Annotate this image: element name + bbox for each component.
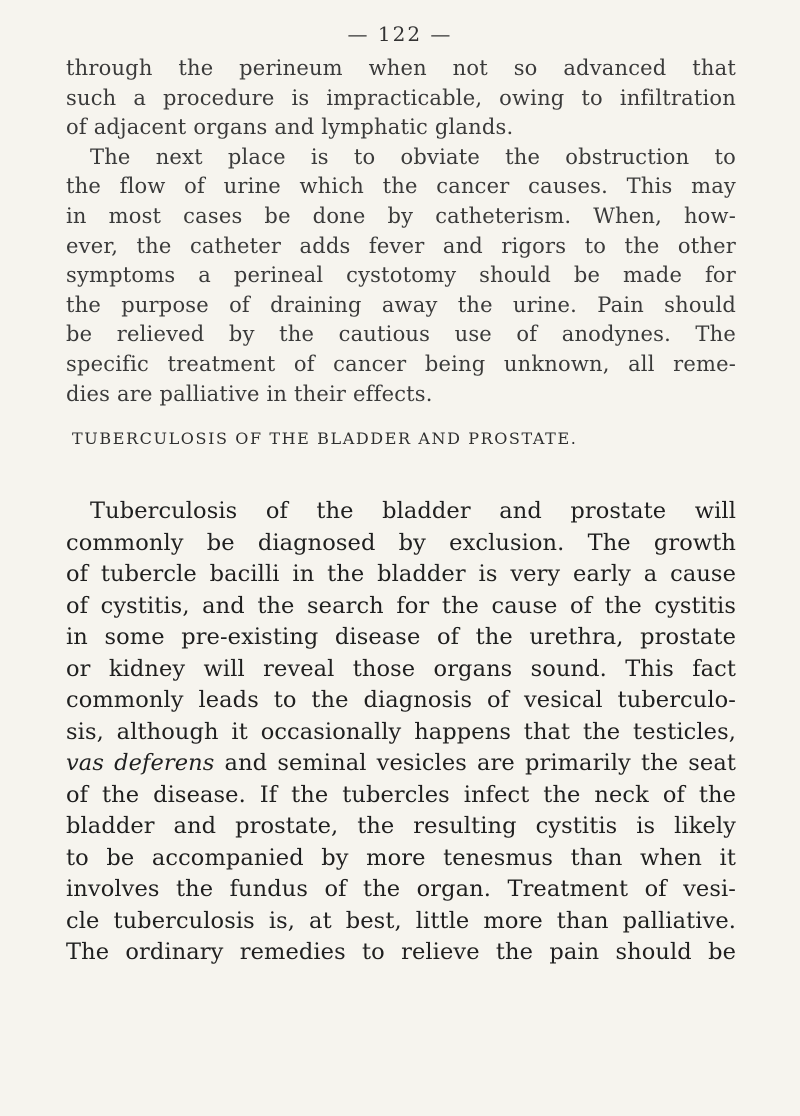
text-line: cle tuberculosis is, at best, little more than palliative. [66,907,736,934]
text-line: commonly leads to the diagnosis of vesical tuberculo- [66,687,736,713]
text-line: or kidney will reveal those organs sound. This fact [66,655,736,682]
text-line: of the disease. If the tubercles infect the neck of the [66,781,736,808]
text-line: be relieved by the cautious use of anodynes. The [66,322,736,347]
text-line: the purpose of draining away the urine. Pain should [66,292,736,317]
text-line: in some pre-existing disease of the urethra, prostate [66,624,736,650]
text-line: in most cases be done by catheterism. When, how- [66,203,736,228]
text-line: involves the fundus of the organ. Treatment of vesi- [66,876,736,902]
text-line: the flow of urine which the cancer causes. This may [66,174,736,199]
italic-term: vas deferens [66,750,215,776]
text-line: sis, although it occasionally happens that the testicles, [66,718,736,745]
text-line: symptoms a perineal cystotomy should be made for [66,263,736,288]
paragraph-cancer-treatment [66,54,736,409]
text-line: such a procedure is impracticable, owing to infiltration [66,85,736,110]
text-line: Tuberculosis of the bladder and prostate will [90,498,736,524]
text-line: specific treatment of cancer being unknown, all reme- [66,351,736,376]
text-line: of adjacent organs and lymphatic glands. [66,115,514,140]
text-line: of cystitis, and the search for the cause of the cystitis [66,592,736,619]
section-heading: TUBERCULOSIS OF THE BLADDER AND PROSTATE. [72,429,578,448]
text-line: commonly be diagnosed by exclusion. The growth [66,529,736,556]
page-number: — 122 — [347,22,453,46]
text-line: bladder and prostate, the resulting cystitis is likely [66,813,736,839]
text-line: to be accompanied by more tenesmus than when it [66,844,736,871]
text-fragment: seminal vesicles are primarily the seat [277,750,736,776]
text-line: through the perineum when not so advanced that [66,56,736,80]
text-fragment: and [214,750,278,776]
text-line: ever, the catheter adds fever and rigors to the other [66,233,736,258]
text-line: The next place is to obviate the obstruction to [90,144,736,169]
paragraph-tuberculosis [66,496,736,969]
text-line: dies are palliative in their effects. [66,381,433,406]
text-line: of tubercle bacilli in the bladder is very early a cause [66,561,736,587]
text-line-with-italic [66,748,736,780]
text-line: The ordinary remedies to relieve the pain should be [66,939,736,965]
